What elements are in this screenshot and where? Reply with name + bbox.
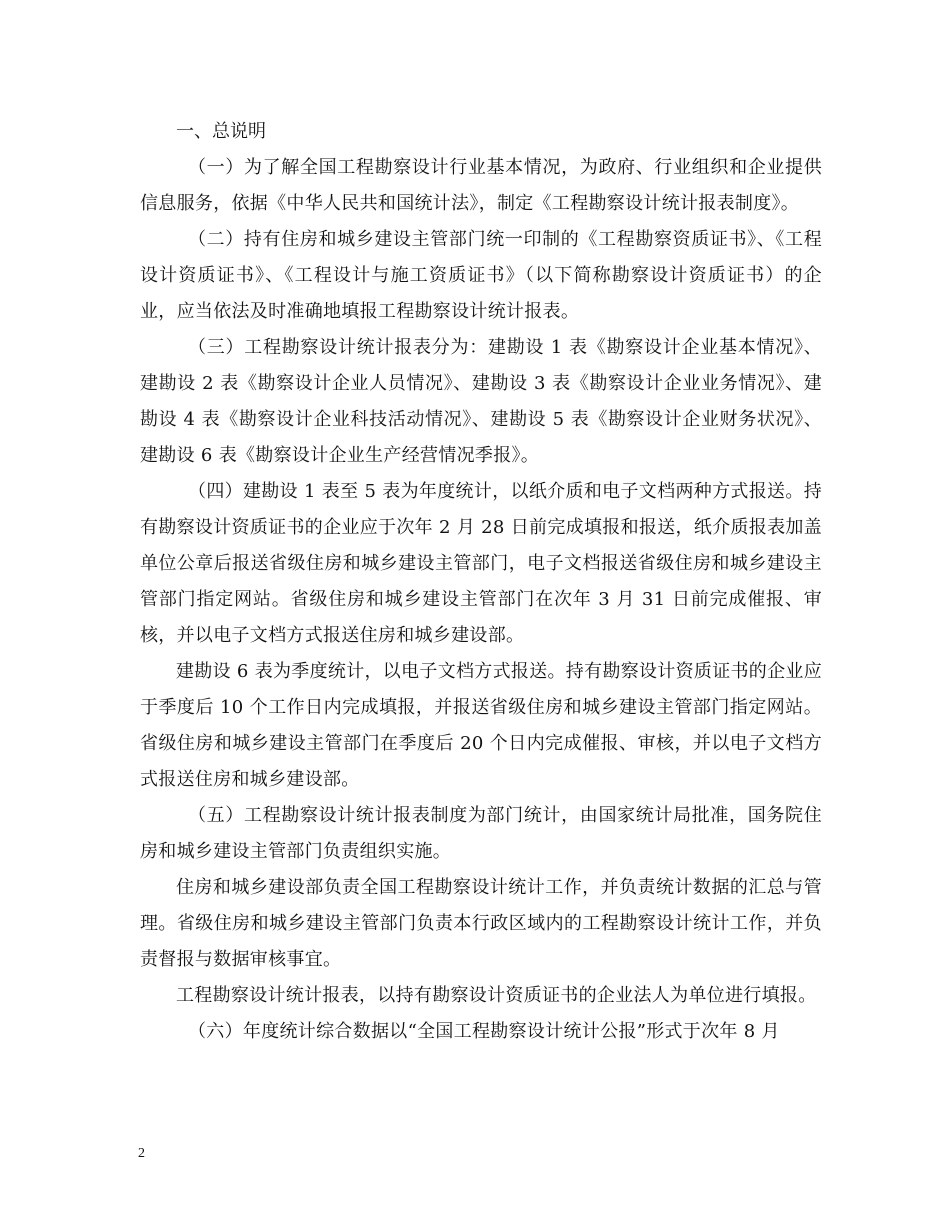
paragraph-1: （一）为了解全国工程勘察设计行业基本情况，为政府、行业组织和企业提供信息服务，依据《中华人民共和国统计法》，制定《工程勘察设计统计报表制度》。 [140,157,822,214]
paragraph-2: （二）持有住房和城乡建设主管部门统一印制的《工程勘察资质证书》、《工程设计资质证书》、《工程设计与施工资质证书》（以下简称勘察设计资质证书）的企业，应当依法及时准确地填报工程勘察设计统计报表。 [140,229,822,322]
paragraph-4: （四）建勘设 1 表至 5 表为年度统计，以纸介质和电子文档两种方式报送。持有勘察设计资质证书的企业应于次年 2 月 28 日前完成填报和报送，纸介质报表加盖单位公章后报送省级住房和城乡建设主管部门，电子文档报送省级住房和城乡建设主管部门指定网站。省级住房和城乡建设主管部门在次年 3 月 31 日前完成催报、审核，并以电子文档方式报送住房和城乡建设部。 [140,481,822,646]
document-body [140,114,822,1050]
paragraph-3: （三）工程勘察设计统计报表分为：建勘设 1 表《勘察设计企业基本情况》、建勘设 2 表《勘察设计企业人员情况》、建勘设 3 表《勘察设计企业业务情况》、建勘设 4 表《勘察设计企业科技活动情况》、建勘设 5 表《勘察设计企业财务状况》、建勘设 6 表《勘察设计企业生产经营情况季报》。 [140,337,822,466]
paragraph-7: 住房和城乡建设部负责全国工程勘察设计统计工作，并负责统计数据的汇总与管理。省级住房和城乡建设主管部门负责本行政区域内的工程勘察设计统计工作，并负责督报与数据审核事宜。 [140,877,822,970]
paragraph-6: （五）工程勘察设计统计报表制度为部门统计，由国家统计局批准，国务院住房和城乡建设主管部门负责组织实施。 [140,805,822,862]
paragraph-8: 工程勘察设计统计报表，以持有勘察设计资质证书的企业法人为单位进行填报。 [176,985,817,1006]
paragraph-5: 建勘设 6 表为季度统计，以电子文档方式报送。持有勘察设计资质证书的企业应于季度后 10 个工作日内完成填报，并报送省级住房和城乡建设主管部门指定网站。省级住房和城乡建设主管部门在季度后 20 个日内完成催报、审核，并以电子文档方式报送住房和城乡建设部。 [140,661,822,790]
paragraph-9: （六）年度统计综合数据以“全国工程勘察设计统计公报”形式于次年 8 月 [188,1021,780,1042]
section-heading: 一、总说明 [176,121,266,142]
page-number: 2 [138,1146,145,1161]
